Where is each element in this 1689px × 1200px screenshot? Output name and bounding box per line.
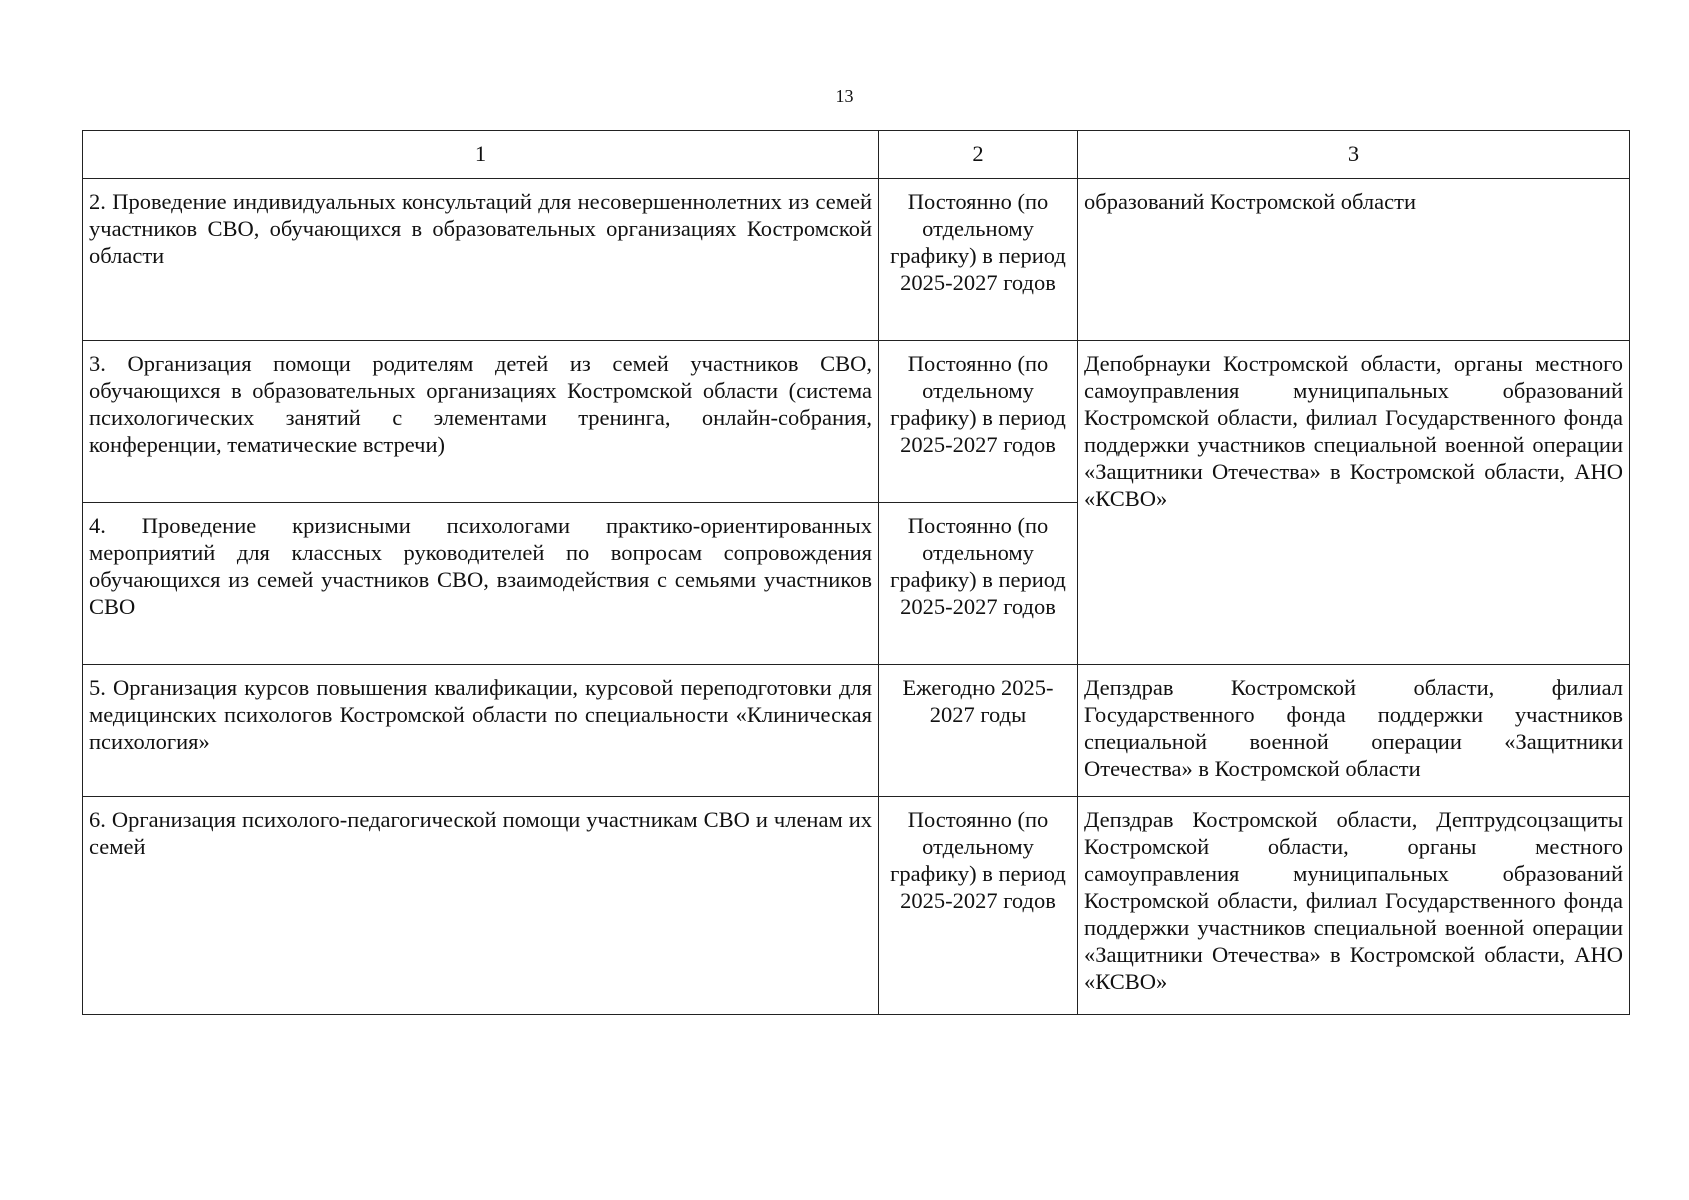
measures-table bbox=[82, 130, 1630, 1015]
table-row bbox=[83, 665, 1630, 797]
activity-cell: 2. Проведение индивидуальных консультаций для несовершеннолетних из семей участников СВО, обучающихся в образовательных организациях Костромской области bbox=[83, 179, 879, 341]
table-header-row bbox=[83, 131, 1630, 179]
activity-cell: 5. Организация курсов повышения квалификации, курсовой переподготовки для медицинских психологов Костромской области по специальности «Клиническая психология» bbox=[83, 665, 879, 797]
table-row bbox=[83, 179, 1630, 341]
term-cell: Постоянно (по отдельному графику) в период 2025-2027 годов bbox=[879, 503, 1078, 665]
column-header-2: 2 bbox=[879, 131, 1078, 179]
responsible-cell: Депздрав Костромской области, филиал Государственного фонда поддержки участников специальной военной операции «Защитники Отечества» в Костромской области bbox=[1078, 665, 1630, 797]
activity-cell: 6. Организация психолого-педагогической помощи участникам СВО и членам их семей bbox=[83, 797, 879, 1015]
column-header-1: 1 bbox=[83, 131, 879, 179]
responsible-cell: образований Костромской области bbox=[1078, 179, 1630, 341]
page-number: 13 bbox=[835, 86, 854, 106]
column-header-3: 3 bbox=[1078, 131, 1630, 179]
activity-cell: 3. Организация помощи родителям детей из семей участников СВО, обучающихся в образовательных организациях Костромской области (система психологических занятий с элементами тренинга, онлайн-собрания, конференции, тематические встречи) bbox=[83, 341, 879, 503]
term-cell: Ежегодно 2025-2027 годы bbox=[879, 665, 1078, 797]
responsible-cell: Депобрнауки Костромской области, органы местного самоуправления муниципальных образований Костромской области, филиал Государственного фонда поддержки участников специальной военной операции «Защитники Отечества» в Костромской области, АНО «КСВО» bbox=[1078, 341, 1630, 665]
responsible-cell: Депздрав Костромской области, Дептрудсоцзащиты Костромской области, органы местного самоуправления муниципальных образований Костромской области, филиал Государственного фонда поддержки участников специальной военной операции «Защитники Отечества» в Костромской области, АНО «КСВО» bbox=[1078, 797, 1630, 1015]
table-row bbox=[83, 797, 1630, 1015]
term-cell: Постоянно (по отдельному графику) в период 2025-2027 годов bbox=[879, 797, 1078, 1015]
term-cell: Постоянно (по отдельному графику) в период 2025-2027 годов bbox=[879, 341, 1078, 503]
term-cell: Постоянно (по отдельному графику) в период 2025-2027 годов bbox=[879, 179, 1078, 341]
table-row bbox=[83, 341, 1630, 503]
activity-cell: 4. Проведение кризисными психологами практико-ориентированных мероприятий для классных руководителей по вопросам сопровождения обучающихся из семей участников СВО, взаимодействия с семьями участников СВО bbox=[83, 503, 879, 665]
